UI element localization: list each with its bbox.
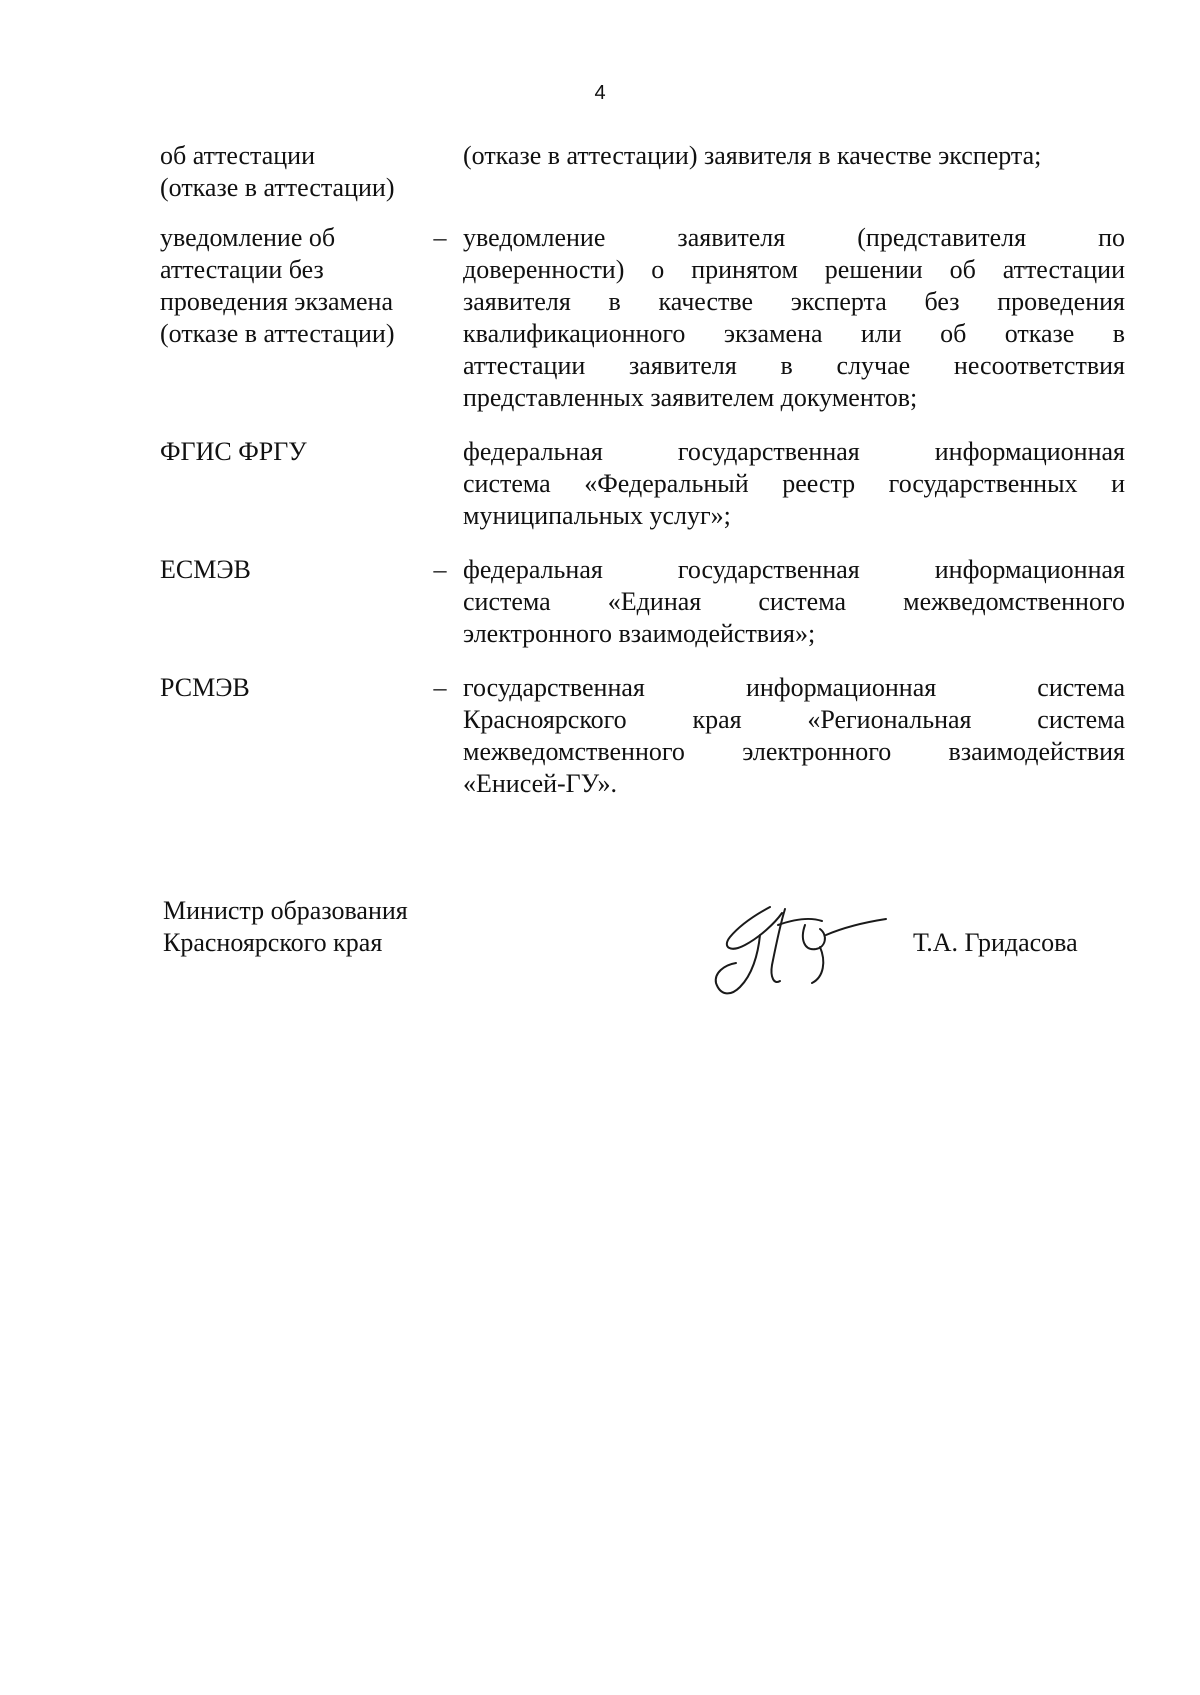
signatory-name: Т.А. Гридасова bbox=[913, 928, 1078, 957]
text-line: (отказе в аттестации) заявителя в качестве эксперта; bbox=[463, 141, 1042, 170]
term-line: (отказе в аттестации) bbox=[160, 173, 395, 202]
signatory-title-line: Министр образования bbox=[163, 896, 408, 925]
text-line: представленных заявителем документов; bbox=[463, 383, 918, 412]
definition-dash: – bbox=[433, 223, 447, 252]
definition-term bbox=[160, 672, 425, 704]
text-line: квалификационного экзамена или об отказе в bbox=[463, 319, 1125, 348]
text-line: электронного взаимодействия»; bbox=[463, 619, 816, 648]
term-line: ФГИС ФРГУ bbox=[160, 437, 307, 466]
term-line: об аттестации bbox=[160, 141, 316, 170]
definition-text bbox=[463, 554, 1125, 650]
definition-text bbox=[463, 222, 1125, 414]
text-line: Красноярского края «Региональная система bbox=[463, 705, 1125, 734]
text-line: межведомственного электронного взаимодействия bbox=[463, 737, 1125, 766]
page-number: 4 bbox=[594, 82, 606, 104]
text-line: заявителя в качестве эксперта без проведения bbox=[463, 287, 1125, 316]
definition-term bbox=[160, 436, 425, 468]
signatory-title-line: Красноярского края bbox=[163, 928, 383, 957]
text-line: «Енисей-ГУ». bbox=[463, 769, 617, 798]
text-line: муниципальных услуг»; bbox=[463, 501, 731, 530]
text-line: система «Федеральный реестр государственных и bbox=[463, 469, 1125, 498]
term-line: проведения экзамена bbox=[160, 287, 393, 316]
term-line: аттестации без bbox=[160, 255, 324, 284]
term-line: (отказе в аттестации) bbox=[160, 319, 395, 348]
definition-dash: – bbox=[433, 555, 447, 584]
text-line: уведомление заявителя (представителя по bbox=[463, 223, 1125, 252]
term-line: уведомление об bbox=[160, 223, 336, 252]
text-line: доверенности) о принятом решении об аттестации bbox=[463, 255, 1125, 284]
definition-term bbox=[160, 140, 425, 204]
signatory-title bbox=[163, 895, 408, 959]
definition-dash: – bbox=[433, 673, 447, 702]
text-line: аттестации заявителя в случае несоответствия bbox=[463, 351, 1125, 380]
signature-block bbox=[0, 895, 1200, 1025]
text-line: федеральная государственная информационная bbox=[463, 555, 1125, 584]
definition-text bbox=[463, 140, 1125, 172]
text-line: государственная информационная система bbox=[463, 673, 1125, 702]
term-line: РСМЭВ bbox=[160, 673, 250, 702]
handwritten-signature bbox=[700, 895, 890, 1005]
text-line: федеральная государственная информационная bbox=[463, 437, 1125, 466]
term-line: ЕСМЭВ bbox=[160, 555, 251, 584]
definition-term bbox=[160, 554, 425, 586]
definition-term bbox=[160, 222, 425, 350]
definition-text bbox=[463, 672, 1125, 800]
text-line: система «Единая система межведомственного bbox=[463, 587, 1125, 616]
definition-text bbox=[463, 436, 1125, 532]
